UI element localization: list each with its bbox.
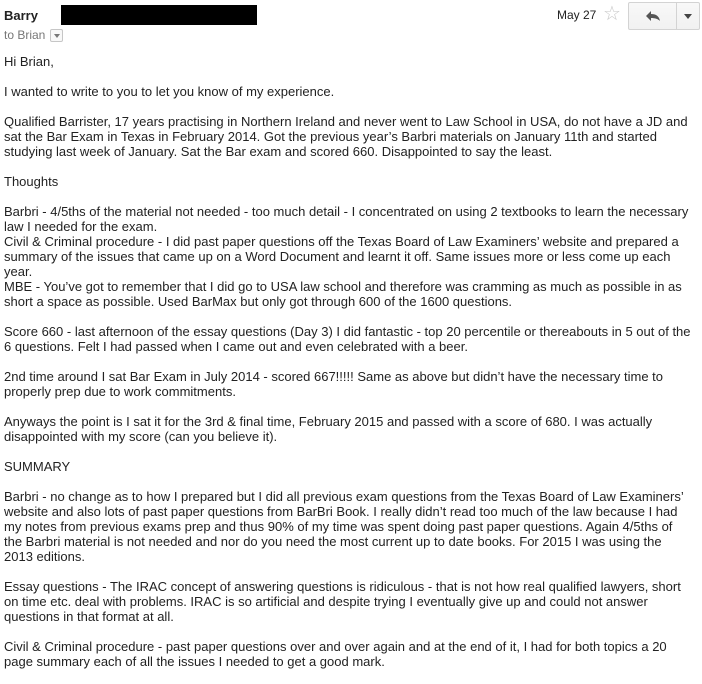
redacted-email-bar <box>61 5 257 25</box>
star-icon[interactable]: ☆ <box>603 3 621 25</box>
greeting: Hi Brian, <box>4 54 54 69</box>
reply-button-group <box>628 2 700 30</box>
recipient-line <box>4 28 63 42</box>
message-body <box>4 54 694 684</box>
summary-heading: SUMMARY <box>4 459 71 474</box>
second-time-paragraph: 2nd time around I sat Bar Exam in July 2014 - scored 667!!!!! Same as above but didn’t have the necessary time to properly prep due to work commitments. <box>4 369 664 399</box>
score-660-paragraph: Score 660 - last afternoon of the essay questions (Day 3) I did fantastic - top 20 percentile or thereabouts in 5 out of the 6 questions. Felt I had passed when I came out and even celebrated with a beer. <box>4 324 691 354</box>
more-options-button[interactable] <box>677 3 699 29</box>
recipient-label: to Brian <box>4 28 46 42</box>
summary-barbri: Barbri - no change as to how I prepared but I did all previous exam questions from the Texas Board of Law Examiners’ website and also lots of past paper questions from BarBri Book. I really didn’t read too much of the law because I had my notes from previous exams prep and thus 90% of my time was spent doing past paper questions. Again 4/5ths of the Barbri material is not needed and nor do you need the most current up to date books. For 2015 I was using the 2013 editions. <box>4 489 684 564</box>
third-time-paragraph: Anyways the point is I sat it for the 3rd & final time, February 2015 and passed with a score of 680. I was actually disappointed with my score (can you believe it). <box>4 414 653 444</box>
intro-paragraph: I wanted to write to you to let you know of my experience. <box>4 84 335 99</box>
summary-essay-questions: Essay questions - The IRAC concept of answering questions is ridiculous - that is not how real qualified lawyers, short on time etc. deal with problems. IRAC is so artificial and despite trying I eventually give up and could not answer questions in that format at all. <box>4 579 681 624</box>
sender-name[interactable]: Barry <box>4 8 38 23</box>
details-caret-icon[interactable] <box>50 29 63 42</box>
summary-civil-criminal: Civil & Criminal procedure - past paper questions over and over again and at the end of it, I had for both topics a 20 page summary each of all the issues I needed to get a good mark. <box>4 639 667 669</box>
reply-arrow-icon <box>645 10 661 22</box>
reply-button[interactable] <box>629 3 677 29</box>
thought-barbri: Barbri - 4/5ths of the material not needed - too much detail - I concentrated on using 2 textbooks to learn the necessary law I needed for the exam. <box>4 204 689 234</box>
background-paragraph: Qualified Barrister, 17 years practising in Northern Ireland and never went to Law School in USA, do not have a JD and sat the Bar Exam in Texas in February 2014. Got the previous year’s Barbri materials on January 11th and started studying last week of January. Sat the Bar exam and scored 660. Disappointed to say the least. <box>4 114 688 159</box>
thought-mbe: MBE - You’ve got to remember that I did go to USA law school and therefore was cramming as much as possible in as short a space as possible. Used BarMax but only got through 600 of the 1600 questions. <box>4 279 682 309</box>
thoughts-heading: Thoughts <box>4 174 59 189</box>
message-date: May 27 <box>557 8 597 22</box>
thought-civil-criminal: Civil & Criminal procedure - I did past paper questions off the Texas Board of Law Examiners’ website and prepared a summary of the issues that came up on a Word Document and learnt it off. Same issues more or less come up each year. <box>4 234 679 279</box>
message-header <box>0 0 702 46</box>
